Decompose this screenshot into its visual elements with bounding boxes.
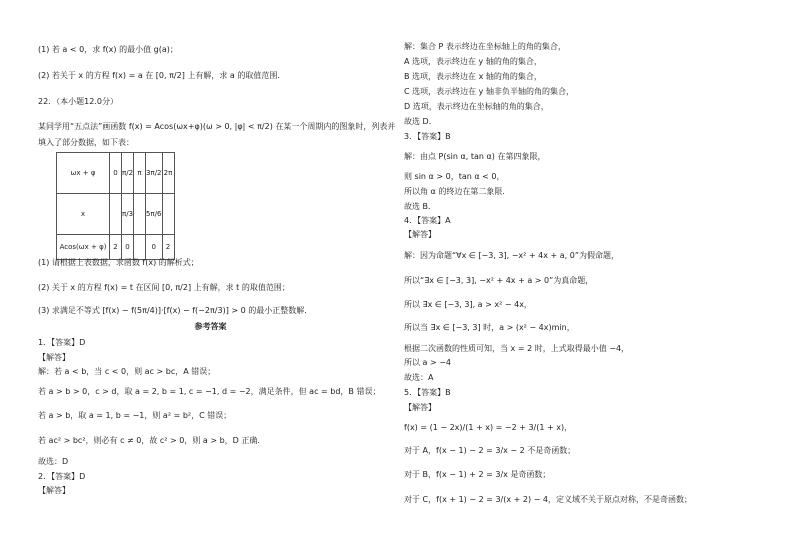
- text-line: 某同学用“五点法”画函数 f(x) = Acos(ωx+φ)(ω > 0, |φ| < π/2) 在某一个周期内的图象时，列表并: [38, 122, 396, 131]
- text-line: (1) 若 a < 0，求 f(x) 的最小值 g(a)；: [38, 45, 178, 54]
- text-line: 故选 D．: [404, 117, 437, 126]
- text-line: 5．【答案】B: [404, 388, 451, 397]
- text-line: 故选 B．: [404, 202, 437, 211]
- table-row: [57, 235, 175, 260]
- table-cell: π: [134, 153, 146, 194]
- table-cell: 2π: [162, 153, 174, 194]
- text-line: 2．【答案】D: [38, 472, 86, 481]
- text-line: 对于 A，f(x − 1) − 2 = 3/x − 2 不是奇函数；: [404, 446, 576, 455]
- text-line: 4．【答案】A: [404, 216, 451, 225]
- text-line: 所以当 ∃x ∈ [−3, 3] 时，a > (x² − 4x)min，: [404, 323, 575, 332]
- text-line: (1) 请根据上表数据，求函数 f(x) 的解析式；: [38, 258, 199, 267]
- table-cell: 0: [110, 153, 122, 194]
- table-cell: [134, 194, 146, 235]
- text-line: 填入了部分数据，如下表：: [38, 138, 134, 147]
- text-line: 解：因为命题“∀x ∈ [−3, 3], −x² + 4x + a, 0”为假命题，: [404, 251, 619, 260]
- text-line: 若 a > b，取 a = 1, b = −1，则 a² = b²，C 错误；: [38, 411, 232, 420]
- text-line: 若 a > b > 0，c > d，取 a = 2, b = 1, c = −1, d = −2，满足条件，但 ac = bd，B 错误；: [38, 387, 381, 396]
- text-line: f(x) = (1 − 2x)/(1 + x) = −2 + 3/(1 + x)，: [404, 423, 573, 432]
- text-line: 所以“∃x ∈ [−3, 3], −x² + 4x + a > 0”为真命题，: [404, 276, 594, 285]
- text-line: 解：若 a < b，当 c < 0，则 ac > bc，A 错误；: [38, 367, 216, 376]
- text-line: 根据二次函数的性质可知，当 x = 2 时，上式取得最小值 −4，: [404, 344, 630, 353]
- table-cell: π/2: [122, 153, 134, 194]
- text-line: 3．【答案】B: [404, 132, 451, 141]
- table-cell: 5π/6: [146, 194, 162, 235]
- text-line: 22．（本小题12.0分）: [38, 97, 118, 106]
- text-line: 故选：D: [38, 457, 69, 466]
- table-cell: π/3: [122, 194, 134, 235]
- table-cell: 2: [162, 235, 174, 260]
- text-line: 【解答】: [404, 230, 436, 239]
- table-cell: Acos(ωx + φ): [57, 235, 110, 260]
- text-line: 对于 C，f(x + 1) − 2 = 3/(x + 2) − 4，定义域不关于原点对称，不是奇函数；: [404, 495, 692, 504]
- text-line: 【解答】: [404, 403, 436, 412]
- table-cell: x: [57, 194, 110, 235]
- text-line: (2) 关于 x 的方程 f(x) = t 在区间 [0, π/2] 上有解，求 t 的取值范围；: [38, 283, 290, 292]
- table-row: [57, 194, 175, 235]
- text-line: 【解答】: [38, 353, 70, 362]
- text-line: A 选项，表示终边在 y 轴的角的集合，: [404, 57, 542, 66]
- table-cell: [162, 194, 174, 235]
- table-cell: 2: [110, 235, 122, 260]
- text-line: 解：由点 P(sin α, tan α) 在第四象限，: [404, 152, 546, 161]
- text-line: 故选：A: [404, 373, 434, 382]
- table-cell: 3π/2: [146, 153, 162, 194]
- table-cell: 0: [146, 235, 162, 260]
- text-line: B 选项，表示终边在 x 轴的角的集合，: [404, 72, 542, 81]
- text-line: 1．【答案】D: [38, 338, 86, 347]
- table-cell: 0: [122, 235, 134, 260]
- text-line: 所以角 α 的终边在第二象限．: [404, 187, 511, 196]
- section-title: 参考答案: [194, 322, 227, 331]
- text-line: (3) 求满足不等式 [f(x) − f(5π/4)]·[f(x) − f(−2π/3)] > 0 的最小正整数解．: [38, 306, 313, 315]
- table-cell: ωx + φ: [57, 153, 110, 194]
- text-line: 对于 B，f(x − 1) + 2 = 3/x 是奇函数；: [404, 470, 551, 479]
- text-line: (2) 若关于 x 的方程 f(x) = a 在 [0, π/2] 上有解，求 a 的取值范围．: [38, 71, 286, 80]
- five-point-table: [56, 152, 175, 260]
- text-line: 解：集合 P 表示终边在坐标轴上的角的集合，: [404, 42, 566, 51]
- text-line: 所以 ∃x ∈ [−3, 3], a > x² − 4x，: [404, 300, 532, 309]
- table-cell: [134, 235, 146, 260]
- text-line: C 选项，表示终边在 y 轴非负半轴的角的集合，: [404, 87, 574, 96]
- text-line: D 选项，表示终边在坐标轴的角的集合，: [404, 102, 549, 111]
- text-line: 所以 a > −4: [404, 358, 452, 367]
- text-line: 【解答】: [38, 486, 70, 495]
- table-row: [57, 153, 175, 194]
- table-cell: [110, 194, 122, 235]
- text-line: 则 sin α > 0，tan α < 0，: [404, 172, 505, 181]
- text-line: 若 ac² > bc²，则必有 c ≠ 0，故 c² > 0，则 a > b，D 正确．: [38, 436, 266, 445]
